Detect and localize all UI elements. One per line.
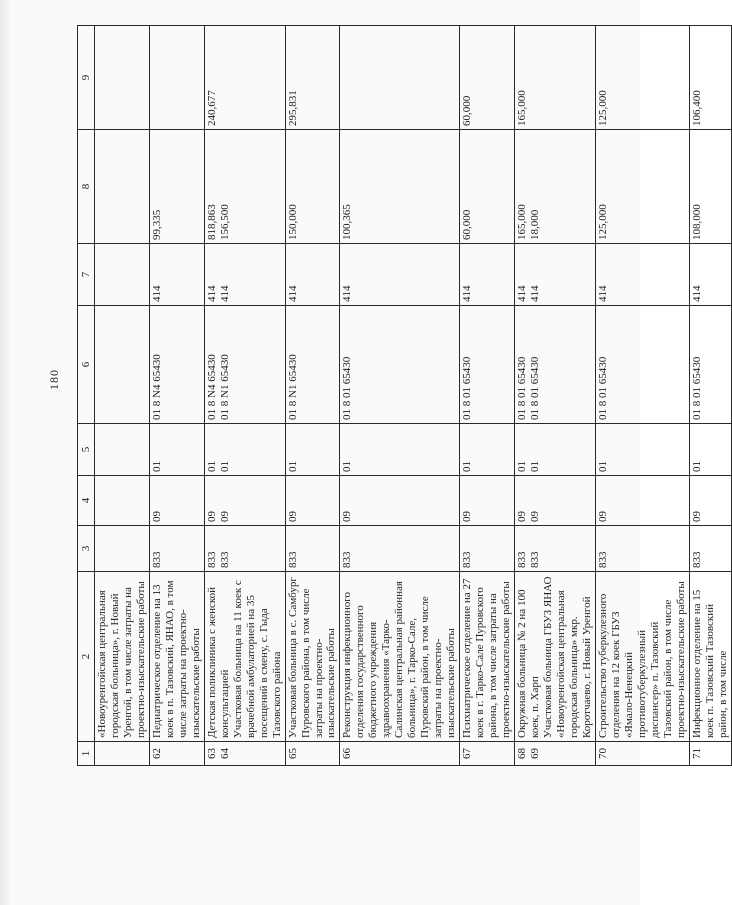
- column-header: 8: [78, 130, 95, 244]
- amount-column-8-cell: [285, 130, 340, 244]
- section-code-cell: [460, 476, 515, 526]
- grbs-code-cell: [204, 526, 285, 572]
- target-article-code-cell: [204, 306, 285, 424]
- amount-column-8: 99,335: [150, 209, 163, 240]
- amount-column-9: 60,000: [461, 95, 474, 126]
- object-name-cell: [149, 572, 204, 742]
- grbs-code: 833: [461, 551, 474, 568]
- amount-column-8-cell: [515, 130, 596, 244]
- section-code: 09: [286, 511, 299, 522]
- object-name-cell: [340, 572, 460, 742]
- grbs-code: 833: [690, 551, 703, 568]
- scan-edge-shadow: [0, 0, 12, 905]
- row-number-cell: [595, 742, 689, 766]
- section-code-cell: [149, 476, 204, 526]
- section-code-cell: [204, 476, 285, 526]
- table-body: [95, 26, 732, 766]
- subsection-code-cell: [285, 424, 340, 476]
- object-name: Участковая больница в с. Самбург Пуровского района, в том числе затраты на проектно-изыскательские работы: [286, 577, 338, 738]
- expense-type-code-cell: [95, 244, 150, 306]
- row-number: 67: [461, 748, 474, 759]
- expense-type-code-cell: [149, 244, 204, 306]
- section-code-cell: [595, 476, 689, 526]
- amount-column-9: 125,000: [596, 90, 609, 126]
- object-name: Педиатрическое отделение на 13 коек в п. Тазовский, ЯНАО, в том числе затраты на проектно-изыскательские работы: [150, 580, 202, 738]
- target-article-code-cell: [285, 306, 340, 424]
- target-article-code-cell: [149, 306, 204, 424]
- subsection-code-cell: [515, 424, 596, 476]
- section-code: 09: [341, 511, 354, 522]
- target-article-code: 01 8 01 65430: [690, 356, 703, 420]
- amount-column-8: 150,000: [286, 204, 299, 240]
- object-name: Строительство туберкулезного отделения на 12 коек ГБУЗ «Ямало-Ненецкий противотуберкулезный диспансер» п. Тазовский Тазовский район, в том числе проектно-изыскательские работы: [596, 581, 687, 738]
- object-name-cell: [595, 572, 689, 742]
- table-row: [204, 26, 285, 766]
- amount-column-9-cell: [204, 26, 285, 130]
- target-article-code-cell: [595, 306, 689, 424]
- grbs-code-cell: [689, 526, 731, 572]
- grbs-code: 833: [218, 551, 231, 568]
- target-article-code-cell: [515, 306, 596, 424]
- amount-column-8: 18,000: [529, 209, 541, 240]
- subsection-code: 01: [516, 461, 529, 472]
- subsection-code: 01: [150, 461, 163, 472]
- row-number-cell: [95, 742, 150, 766]
- target-article-code: 01 8 01 65430: [341, 356, 354, 420]
- expense-type-code: 414: [596, 285, 609, 302]
- row-number: 68: [516, 748, 529, 759]
- expense-type-code-cell: [204, 244, 285, 306]
- subsection-code-cell: [340, 424, 460, 476]
- budget-table: [77, 25, 732, 766]
- object-name: Детская поликлиника с женской консультацией: [205, 586, 231, 738]
- section-code: 09: [690, 511, 703, 522]
- subsection-code: 01: [596, 461, 609, 472]
- row-number-cell: [149, 742, 204, 766]
- target-article-code-cell: [689, 306, 731, 424]
- object-name-cell: [689, 572, 731, 742]
- amount-column-8: 100,365: [341, 204, 354, 240]
- object-name-cell: [460, 572, 515, 742]
- section-code-cell: [285, 476, 340, 526]
- table-row: [689, 26, 731, 766]
- table-row: [95, 26, 150, 766]
- object-name-cell: [95, 572, 150, 742]
- amount-column-9-cell: [689, 26, 731, 130]
- amount-column-8: 818,863: [205, 204, 218, 240]
- section-code-cell: [515, 476, 596, 526]
- amount-column-9-cell: [149, 26, 204, 130]
- expense-type-code: 414: [516, 285, 529, 302]
- table-row: [460, 26, 515, 766]
- row-number: 66: [341, 748, 354, 759]
- row-number: 70: [596, 748, 609, 759]
- section-code: 09: [150, 511, 163, 522]
- section-code-cell: [340, 476, 460, 526]
- grbs-code: 833: [596, 551, 609, 568]
- table-row: [340, 26, 460, 766]
- section-code-cell: [689, 476, 731, 526]
- expense-type-code: 414: [286, 285, 299, 302]
- subsection-code-cell: [149, 424, 204, 476]
- grbs-code: 833: [205, 551, 218, 568]
- grbs-code-cell: [149, 526, 204, 572]
- amount-column-8-cell: [689, 130, 731, 244]
- row-number: 65: [286, 748, 299, 759]
- expense-type-code-cell: [460, 244, 515, 306]
- column-header: 5: [78, 424, 95, 476]
- column-header: 7: [78, 244, 95, 306]
- expense-type-code: 414: [529, 285, 541, 302]
- column-number-row: [78, 26, 95, 766]
- row-number: 64: [218, 748, 231, 759]
- grbs-code-cell: [460, 526, 515, 572]
- row-number-cell: [689, 742, 731, 766]
- object-name: «Новоуренгойская центральная городская больница», г. Новый Уренгой, в том числе затраты на проектно-изыскательские работы: [96, 581, 147, 738]
- target-article-code: 01 8 01 65430: [596, 356, 609, 420]
- subsection-code-cell: [689, 424, 731, 476]
- section-code-cell: [95, 476, 150, 526]
- subsection-code: 01: [529, 461, 541, 472]
- amount-column-9: 106,400: [690, 90, 703, 126]
- expense-type-code: 414: [218, 285, 231, 302]
- grbs-code: 833: [516, 551, 529, 568]
- section-code: 09: [596, 511, 609, 522]
- row-number: 71: [690, 748, 703, 759]
- target-article-code: 01 8 N4 65430: [205, 354, 218, 420]
- expense-type-code-cell: [340, 244, 460, 306]
- amount-column-9-cell: [285, 26, 340, 130]
- table-row: [149, 26, 204, 766]
- amount-column-8-cell: [340, 130, 460, 244]
- target-article-code-cell: [460, 306, 515, 424]
- budget-table-container: [77, 26, 729, 766]
- amount-column-9: 295,831: [286, 90, 299, 126]
- section-code: 09: [218, 511, 231, 522]
- row-number-cell: [460, 742, 515, 766]
- amount-column-8-cell: [204, 130, 285, 244]
- subsection-code-cell: [95, 424, 150, 476]
- grbs-code-cell: [340, 526, 460, 572]
- subsection-code: 01: [218, 461, 231, 472]
- section-code: 09: [529, 511, 541, 522]
- column-header: 2: [78, 572, 95, 742]
- page-number: 180: [47, 369, 61, 390]
- object-name-cell: [204, 572, 285, 742]
- column-header: 1: [78, 742, 95, 766]
- expense-type-code: 414: [205, 285, 218, 302]
- row-number-cell: [340, 742, 460, 766]
- table-row: [595, 26, 689, 766]
- expense-type-code: 414: [150, 285, 163, 302]
- target-article-code: 01 8 N4 65430: [150, 354, 163, 420]
- row-number: 69: [529, 748, 541, 759]
- target-article-code: 01 8 01 65430: [461, 356, 474, 420]
- object-name-cell: [515, 572, 596, 742]
- amount-column-9-cell: [95, 26, 150, 130]
- amount-column-9-cell: [460, 26, 515, 130]
- target-article-code: 01 8 01 65430: [529, 356, 541, 420]
- grbs-code-cell: [515, 526, 596, 572]
- row-number-cell: [515, 742, 596, 766]
- subsection-code-cell: [204, 424, 285, 476]
- row-number-cell: [285, 742, 340, 766]
- target-article-code-cell: [95, 306, 150, 424]
- table-row: [285, 26, 340, 766]
- grbs-code-cell: [285, 526, 340, 572]
- subsection-code-cell: [595, 424, 689, 476]
- grbs-code: 833: [341, 551, 354, 568]
- section-code: 09: [461, 511, 474, 522]
- row-number: 63: [205, 748, 218, 759]
- amount-column-9-cell: [340, 26, 460, 130]
- subsection-code-cell: [460, 424, 515, 476]
- amount-column-8: 60,000: [461, 209, 474, 240]
- expense-type-code: 414: [341, 285, 354, 302]
- section-code: 09: [516, 511, 529, 522]
- target-article-code-cell: [340, 306, 460, 424]
- subsection-code: 01: [286, 461, 299, 472]
- amount-column-8: 165,000: [516, 204, 529, 240]
- column-header: 4: [78, 476, 95, 526]
- expense-type-code-cell: [595, 244, 689, 306]
- amount-column-8-cell: [149, 130, 204, 244]
- amount-column-8: 125,000: [596, 204, 609, 240]
- column-header: 6: [78, 306, 95, 424]
- table-row: [515, 26, 596, 766]
- amount-column-8: 156,500: [218, 204, 231, 240]
- amount-column-9: 165,000: [516, 90, 529, 126]
- grbs-code: 833: [150, 551, 163, 568]
- row-number-cell: [204, 742, 285, 766]
- expense-type-code: 414: [690, 285, 703, 302]
- object-name: Инфекционное отделение на 15 коек п. Тазовский Тазовский район, в том числе: [690, 589, 729, 738]
- target-article-code: 01 8 01 65430: [516, 356, 529, 420]
- object-name-cell: [285, 572, 340, 742]
- section-code: 09: [205, 511, 218, 522]
- expense-type-code: 414: [461, 285, 474, 302]
- object-name: Реконструкция инфекционного отделения государственного бюджетного учреждения здравоохранения «Тарко-Салинская центральная районная больница», г. Тарко-Сале, Пуровский район, в том числе затраты на проектно-изыскательские работы: [341, 581, 458, 738]
- expense-type-code-cell: [689, 244, 731, 306]
- target-article-code: 01 8 N1 65430: [286, 354, 299, 420]
- amount-column-8: 108,000: [690, 204, 703, 240]
- amount-column-8-cell: [595, 130, 689, 244]
- amount-column-9: 240,677: [205, 90, 218, 126]
- grbs-code: 833: [286, 551, 299, 568]
- grbs-code: 833: [529, 551, 541, 568]
- object-name: Окружная больница № 2 на 100 коек, п. Харп: [516, 589, 541, 738]
- grbs-code-cell: [595, 526, 689, 572]
- amount-column-9-cell: [515, 26, 596, 130]
- subsection-code: 01: [690, 461, 703, 472]
- column-header: 3: [78, 526, 95, 572]
- row-number: 62: [150, 748, 163, 759]
- amount-column-8-cell: [460, 130, 515, 244]
- expense-type-code-cell: [285, 244, 340, 306]
- subsection-code: 01: [205, 461, 218, 472]
- subsection-code: 01: [461, 461, 474, 472]
- target-article-code: 01 8 N1 65430: [218, 354, 231, 420]
- object-name: Участковая больница ГБУЗ ЯНАО «Новоуренгойская центральная городская больница» мкр. Коротчаево, г. Новый Уренгой: [541, 576, 593, 738]
- object-name: Участковая больница на 11 коек с врачебной амбулаторией на 35 посещений в смену, с. Гыда Тазовского района: [231, 580, 283, 738]
- expense-type-code-cell: [515, 244, 596, 306]
- object-name: Психиатрическое отделение на 27 коек в г. Тарко-Сале Пуровского района, в том числе затраты на проектно-изыскательские работы: [461, 578, 513, 738]
- grbs-code-cell: [95, 526, 150, 572]
- amount-column-9-cell: [595, 26, 689, 130]
- column-header: 9: [78, 26, 95, 130]
- amount-column-8-cell: [95, 130, 150, 244]
- subsection-code: 01: [341, 461, 354, 472]
